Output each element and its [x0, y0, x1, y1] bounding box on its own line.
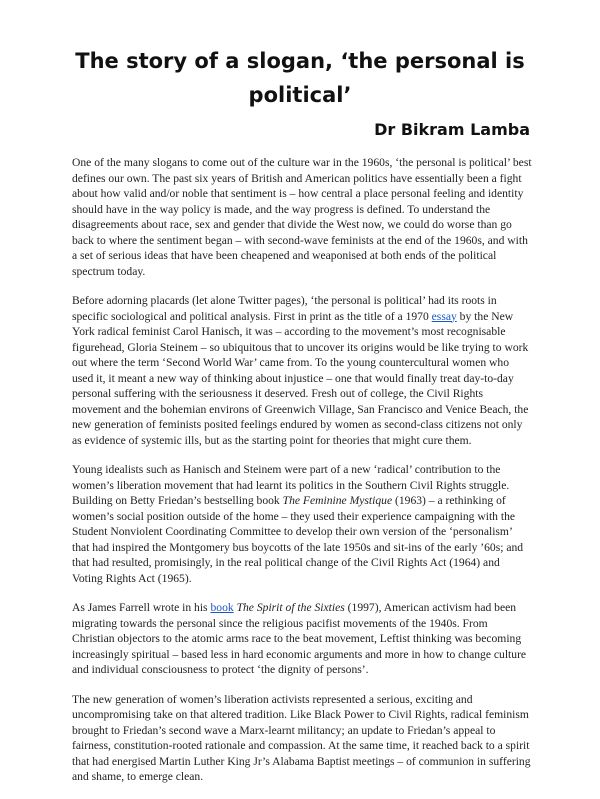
paragraph-4-text-a: As James Farrell wrote in his — [72, 601, 211, 614]
paragraph-3-text-b: (1963) – a rethinking of women’s social position outside of the home – they used their experience campaigning with the Student Nonviolent Coordinating Committee to develop their own version of the ‘personalism’ that had inspired the Montgomery bus boycotts of the late 1950s and sit-ins of the early ’60s; and that had resulted, promisingly, in the real political change of the Civil Rights Act (1964) and Voting Rights Act (1965). — [72, 494, 524, 585]
book-link[interactable]: book — [210, 601, 234, 614]
paragraph-4 — [72, 600, 532, 678]
essay-link[interactable]: essay — [431, 309, 457, 323]
author-name: Dr Bikram Lamba — [374, 120, 530, 139]
paragraph-2-text-a: Before adorning placards (let alone Twitter pages), ‘the personal is political’ had its roots in specific sociological and political analysis. First in print as the title of a 1970 — [72, 294, 497, 323]
book-title-feminine-mystique: The Feminine Mystique — [282, 494, 393, 507]
paragraph-2 — [72, 293, 532, 448]
article-body — [72, 155, 532, 799]
paragraph-5: The new generation of women’s liberation activists represented a serious, exciting and uncompromising take on that altered tradition. Like Black Power to Civil Rights, radical feminism brought to Friedan’s second wave a Marx-learnt militancy; an update to Friedan’s appeal to fairness, constitution-rooted rationale and compassion. At the same time, it reached back to a spirit that had energised Martin Luther King Jr’s Alabama Baptist meetings – of communion in suffering and shame, to emerge clean. — [72, 692, 531, 783]
paragraph-1: One of the many slogans to come out of the culture war in the 1960s, ‘the personal is political’ best defines our own. The past six years of British and American politics have essentially been a fight about how valid and/or noble that sentiment is – how central a place personal feeling and identity should have in the way policy is made, and the way progress is defined. To understand the disagreements about race, sex and gender that divide the West now, we could do worse than go back to where the sentiment began – with second-wave feminists at the end of the 1960s, and with a set of serious ideas that have been cheapened and weaponised at both ends of the political spectrum today. — [72, 156, 532, 278]
paragraph-3 — [72, 462, 532, 586]
book-title-spirit-of-sixties: The Spirit of the Sixties — [236, 601, 345, 614]
article-title: The story of a slogan, ‘the personal is political’ — [75, 49, 525, 107]
paragraph-3-text-a: Young idealists such as Hanisch and Steinem were part of a new ‘radical’ contribution to the women’s liberation movement that had learnt its politics in the Southern Civil Rights struggle. Building on Betty Friedan’s bestselling book — [72, 463, 510, 507]
paragraph-2-text-b: by the New York radical feminist Carol Hanisch, it was – according to the movement’s most recognisable figurehead, Gloria Steinem – so ubiquitous that to uncover its origins would be like trying to work out where the term ‘Second World War’ came from. To the young countercultural women who used it, it meant a new way of thinking about injustice – one that would finally treat day-to-day personal suffering with the seriousness it deserved. Fresh out of college, the Civil Rights movement and the bohemian environs of Greenwich Village, San Francisco and Venice Beach, the new generation of feminists posited feelings endured by women as second-class citizens not only as evidence of systemic ills, but as the starting point for theories that might cure them. — [72, 309, 529, 447]
paragraph-4-text-b: (1997), American activism had been migrating towards the personal since the religious pacifist movements of the 1940s. From Christian objectors to the atomic arms race to the beat movement, Leftist thinking was becoming increasingly spiritual – based less in hard economic arguments and more in how to change culture and individual consciousness to protect ‘the dignity of persons’. — [72, 601, 527, 676]
